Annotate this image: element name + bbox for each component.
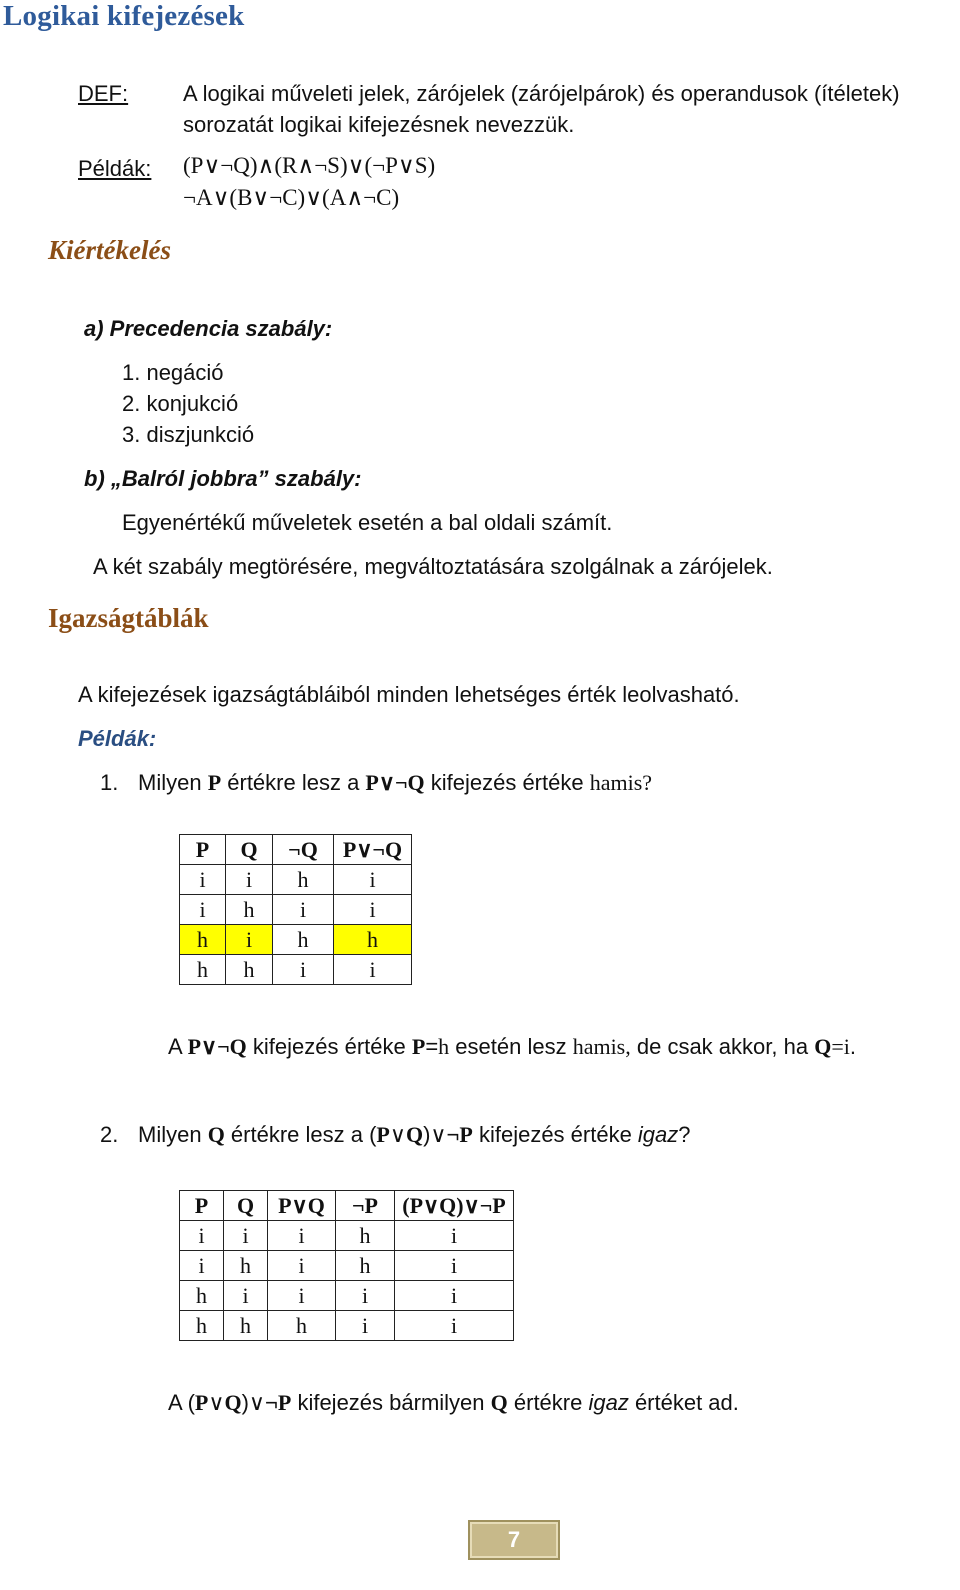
table-cell: h	[336, 1221, 395, 1251]
truth-tables-intro: A kifejezések igazságtábláiból minden lehetséges érték leolvasható.	[78, 682, 740, 707]
question-1-text: Milyen P értékre lesz a P∨¬Q kifejezés értéke hamis?	[138, 770, 653, 795]
table-cell: i	[395, 1221, 514, 1251]
table-cell: h	[180, 955, 226, 985]
table-cell: h	[273, 865, 334, 895]
truth-table-2	[179, 1190, 514, 1341]
table-cell: i	[395, 1281, 514, 1311]
table-cell: h	[224, 1311, 268, 1341]
table-cell: h	[226, 895, 273, 925]
truth-table-1	[179, 834, 412, 985]
table-cell: i	[268, 1221, 336, 1251]
table-cell: h	[226, 955, 273, 985]
precedence-item-1: 1. negáció	[122, 360, 224, 385]
table-cell: i	[334, 895, 412, 925]
table-cell: i	[224, 1221, 268, 1251]
table-row	[180, 955, 412, 985]
table-row	[180, 1251, 514, 1281]
table-cell: i	[273, 955, 334, 985]
table-cell: i	[268, 1281, 336, 1311]
section-heading-evaluation: Kiértékelés	[48, 235, 171, 265]
def-text-line2: sorozatát logikai kifejezésnek nevezzük.	[183, 112, 575, 137]
table-cell: i	[224, 1281, 268, 1311]
table-header-cell: Q	[226, 835, 273, 865]
example-formula-1: (P∨¬Q)∧(R∧¬S)∨(¬P∨S)	[183, 153, 436, 178]
table-header-cell: P	[180, 1191, 224, 1221]
conclusion-2: A (P∨Q)∨¬P kifejezés bármilyen Q értékre igaz értéket ad.	[168, 1390, 739, 1415]
table-cell: i	[334, 865, 412, 895]
table-row	[180, 865, 412, 895]
example-formula-2: ¬A∨(B∨¬C)∨(A∧¬C)	[183, 185, 400, 210]
def-label: DEF:	[78, 81, 129, 106]
table-cell: i	[180, 1251, 224, 1281]
table-row	[180, 1221, 514, 1251]
table-cell: i	[395, 1311, 514, 1341]
table-cell: i	[395, 1251, 514, 1281]
table-header-row	[180, 1191, 514, 1221]
table-cell: h	[273, 925, 334, 955]
precedence-item-2: 2. konjukció	[122, 391, 239, 416]
rule-a-heading: a) Precedencia szabály:	[84, 316, 333, 341]
table-cell-highlighted: h	[334, 925, 412, 955]
table-cell: i	[180, 865, 226, 895]
rule-b-text: Egyenértékű műveletek esetén a bal oldali számít.	[122, 510, 613, 535]
question-1-number: 1.	[100, 770, 119, 795]
precedence-item-3: 3. diszjunkció	[122, 422, 255, 447]
table-cell: i	[336, 1311, 395, 1341]
table-header-cell: P	[180, 835, 226, 865]
def-text-line1: A logikai műveleti jelek, zárójelek (zárójelpárok) és operandusok (ítéletek)	[183, 81, 900, 106]
table-header-cell: ¬Q	[273, 835, 334, 865]
page-title: Logikai kifejezések	[3, 0, 245, 32]
table-row	[180, 1311, 514, 1341]
table-cell: i	[226, 865, 273, 895]
table-header-cell: ¬P	[336, 1191, 395, 1221]
table-cell: i	[180, 895, 226, 925]
table-row	[180, 895, 412, 925]
examples-label: Példák:	[78, 156, 152, 181]
conclusion-1: A P∨¬Q kifejezés értéke P=h esetén lesz hamis, de csak akkor, ha Q=i.	[168, 1034, 856, 1059]
truth-examples-label: Példák:	[78, 726, 157, 751]
table-cell-highlighted: i	[226, 925, 273, 955]
table-header-cell: Q	[224, 1191, 268, 1221]
table-cell: i	[336, 1281, 395, 1311]
table-cell: i	[180, 1221, 224, 1251]
section-heading-truth-tables: Igazságtáblák	[48, 603, 209, 633]
rule-b-heading: b) „Balról jobbra” szabály:	[84, 466, 362, 491]
table-cell: h	[180, 1281, 224, 1311]
table-cell: h	[336, 1251, 395, 1281]
table-cell: h	[268, 1311, 336, 1341]
question-2-text: Milyen Q értékre lesz a (P∨Q)∨¬P kifejezés értéke igaz?	[138, 1122, 691, 1147]
table-cell: i	[334, 955, 412, 985]
table-row	[180, 1281, 514, 1311]
table-cell-highlighted: h	[180, 925, 226, 955]
table-header-cell: P∨Q	[268, 1191, 336, 1221]
table-cell: i	[268, 1251, 336, 1281]
table-cell: h	[224, 1251, 268, 1281]
table-cell: i	[273, 895, 334, 925]
question-2-number: 2.	[100, 1122, 119, 1147]
parentheses-note: A két szabály megtörésére, megváltoztatására szolgálnak a zárójelek.	[93, 554, 773, 579]
table-cell: h	[180, 1311, 224, 1341]
table-header-row	[180, 835, 412, 865]
table-header-cell: P∨¬Q	[334, 835, 412, 865]
table-row-highlighted	[180, 925, 412, 955]
page-number: 7	[468, 1520, 560, 1560]
table-header-cell: (P∨Q)∨¬P	[395, 1191, 514, 1221]
